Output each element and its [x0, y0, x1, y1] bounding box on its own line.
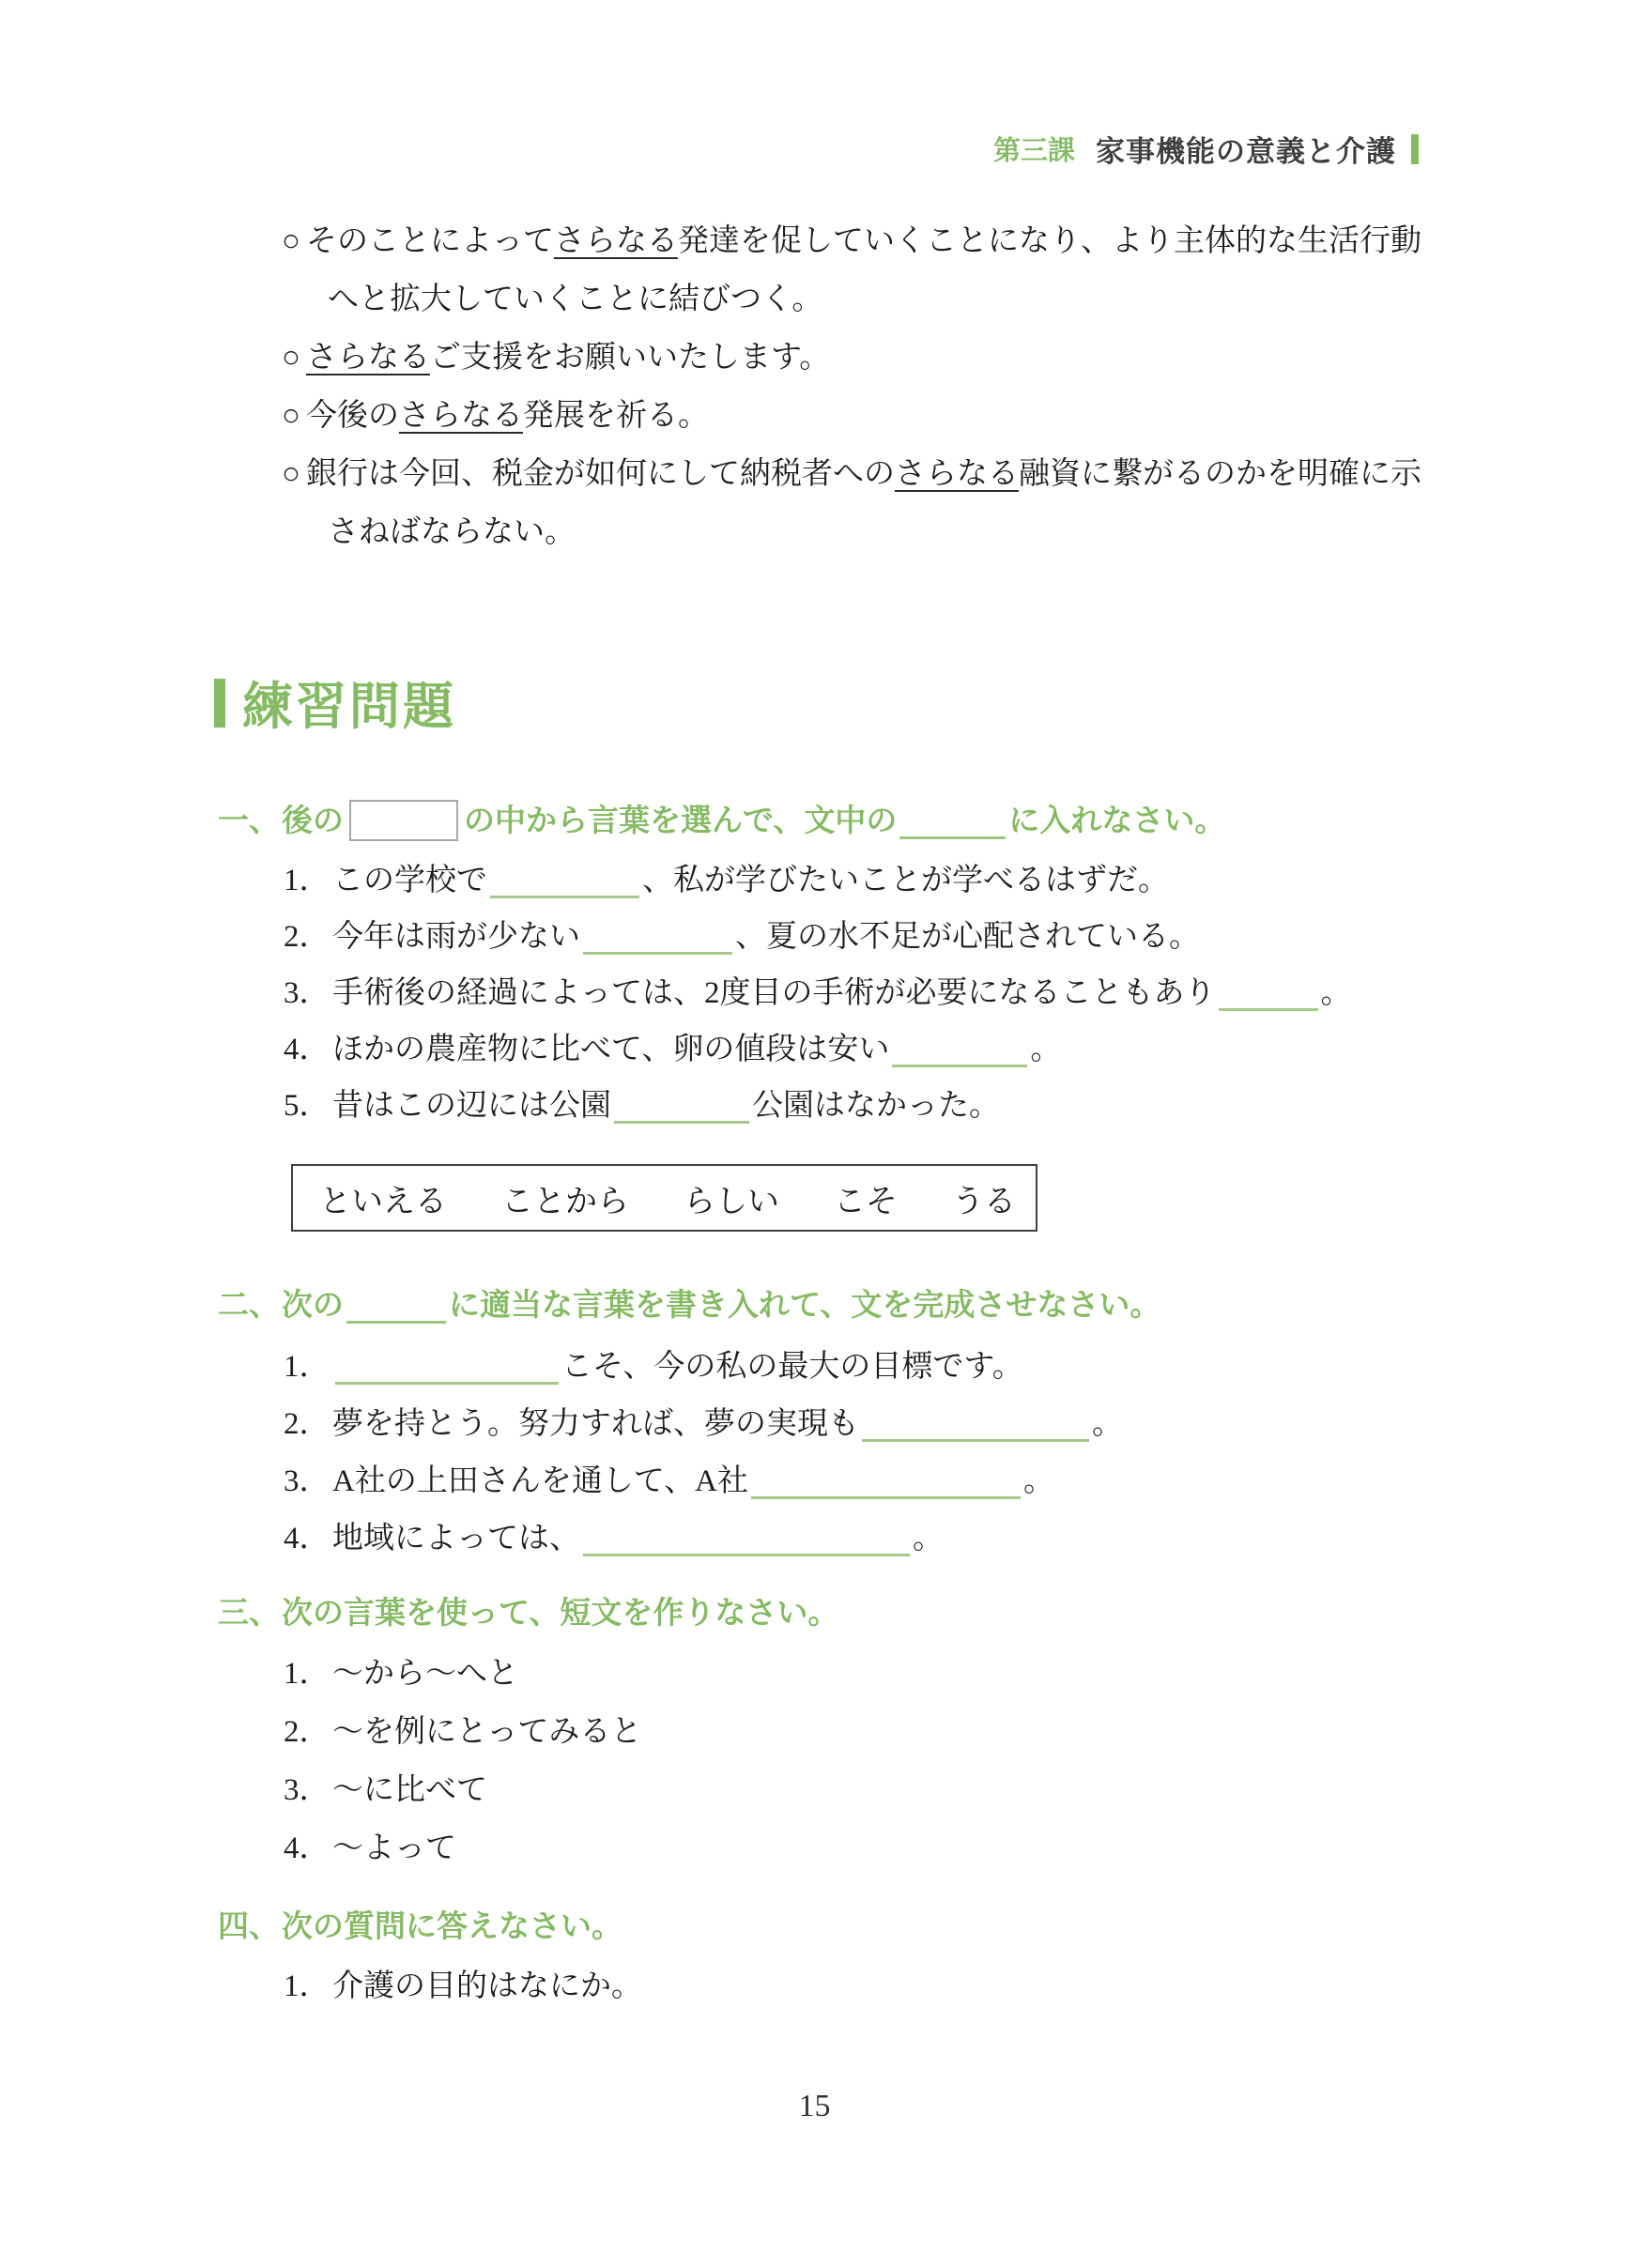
- exercise-3: [218, 1590, 1532, 1877]
- question-item: [284, 852, 1532, 909]
- question-number: 3．: [284, 1773, 330, 1807]
- circle-bullet: ○: [282, 224, 300, 258]
- question-number: 1．: [284, 864, 330, 897]
- question-text: 〜よって: [332, 1831, 456, 1865]
- exercise-number: 四、: [218, 1908, 280, 1943]
- exercise-4: [218, 1904, 1532, 2015]
- section-heading-text: 練習問題: [242, 679, 456, 735]
- question-item: [284, 1453, 1532, 1510]
- question-text: 手術後の経過によっては、2度目の手術が必要になることもあり: [332, 976, 1216, 1010]
- circle-bullet: ○: [282, 457, 300, 491]
- exercise-1: [218, 798, 1532, 1232]
- blank-line: [346, 1310, 446, 1324]
- example-sentence: [282, 445, 1422, 561]
- question-number: 2．: [284, 1407, 330, 1441]
- question-item: [284, 1339, 1532, 1396]
- exercise-3-instruction: [218, 1590, 1532, 1635]
- wordbank: [291, 1164, 1037, 1232]
- blank-line: [583, 942, 732, 955]
- underlined-term: さらなる: [398, 399, 523, 433]
- question-text: 〜を例にとってみると: [332, 1715, 642, 1749]
- question-text: 公園はなかった。: [752, 1089, 1000, 1123]
- question-item: [284, 1819, 1532, 1877]
- example-text-post: 融資に繋がるのかを明確に示さねばならない。: [328, 457, 1422, 549]
- instruction-text: 次の言葉を使って、短文を作りなさい。: [282, 1595, 839, 1630]
- underlined-term: さらなる: [305, 341, 430, 375]
- question-number: 3．: [284, 976, 330, 1010]
- question-number: 3．: [284, 1464, 330, 1498]
- question-text: 夢を持とう。努力すれば、夢の実現も: [332, 1407, 859, 1441]
- instruction-text: に入れなさい。: [1008, 803, 1226, 837]
- question-text: A社の上田さんを通して、A社: [332, 1464, 749, 1498]
- exercise-2: [218, 1282, 1532, 1568]
- question-number: 2．: [284, 1715, 330, 1749]
- question-item: [284, 1958, 1532, 2015]
- question-item: [284, 1078, 1532, 1134]
- wordbank-item: といえる: [319, 1184, 447, 1219]
- instruction-text: 後の: [282, 803, 344, 837]
- question-number: 1．: [284, 1969, 330, 2003]
- instruction-text: の中から言葉を選んで、文中の: [464, 803, 898, 837]
- example-text-pre: 銀行は今回、税金が如何にして納税者への: [305, 457, 895, 491]
- question-text: 。: [1092, 1407, 1123, 1441]
- blank-line: [892, 1054, 1027, 1067]
- wordbank-item: こそ: [834, 1184, 898, 1219]
- example-text-pre: そのことによって: [305, 224, 554, 258]
- question-text: 。: [1023, 1464, 1055, 1498]
- question-text: この学校で: [332, 864, 487, 897]
- question-number: 5．: [284, 1089, 330, 1123]
- wordbank-item: うる: [952, 1184, 1016, 1219]
- wordbank-placeholder-box: [349, 800, 458, 841]
- exercise-2-instruction: [218, 1282, 1532, 1327]
- question-text: 、私が学びたいことが学べるはずだ。: [642, 864, 1169, 897]
- exercise-4-questions: [284, 1958, 1532, 2015]
- example-sentence: [282, 387, 1422, 445]
- question-text: 今年は雨が少ない: [332, 920, 580, 954]
- blank-line: [335, 1372, 559, 1385]
- question-text: 。: [913, 1522, 944, 1555]
- question-text: 。: [1030, 1033, 1062, 1066]
- question-text: 〜に比べて: [332, 1773, 487, 1807]
- circle-bullet: ○: [282, 341, 300, 375]
- question-item: [284, 965, 1532, 1021]
- question-text: 。: [1320, 976, 1352, 1010]
- example-sentences: [282, 212, 1422, 561]
- question-text: こそ、今の私の最大の目標です。: [561, 1350, 1023, 1384]
- section-heading: [214, 667, 456, 739]
- blank-line: [862, 1429, 1089, 1442]
- underlined-term: さらなる: [894, 457, 1019, 491]
- question-item: [284, 1510, 1532, 1568]
- example-sentence: [282, 329, 1422, 387]
- exercise-number: 一、: [218, 803, 280, 837]
- blank-line: [899, 826, 1006, 839]
- question-text: 〜から〜へと: [332, 1657, 518, 1691]
- exercise-4-instruction: [218, 1904, 1532, 1949]
- question-text: 地域によっては、: [332, 1522, 580, 1555]
- blank-line: [751, 1486, 1021, 1499]
- example-sentence: [282, 212, 1422, 329]
- circle-bullet: ○: [282, 399, 300, 433]
- chapter-header: [993, 128, 1419, 170]
- lesson-label: 第三課: [992, 136, 1075, 166]
- question-number: 4．: [284, 1522, 330, 1555]
- question-text: ほかの農産物に比べて、卵の値段は安い: [332, 1033, 890, 1066]
- blank-line: [583, 1543, 910, 1556]
- question-item: [284, 1703, 1532, 1761]
- blank-line: [1219, 998, 1318, 1011]
- exercise-number: 二、: [218, 1287, 280, 1322]
- question-item: [284, 1761, 1532, 1819]
- exercise-1-instruction: [218, 798, 1532, 843]
- example-text-post: ご支援をお願いいたします。: [429, 341, 831, 375]
- page-footer: [0, 2089, 1629, 2124]
- exercise-number: 三、: [218, 1595, 280, 1630]
- question-number: 4．: [284, 1831, 330, 1865]
- example-text-pre: 今後の: [305, 399, 399, 433]
- question-text: 、夏の水不足が心配されている。: [735, 920, 1200, 954]
- heading-accent-bar: [214, 679, 225, 728]
- blank-line: [614, 1111, 749, 1124]
- underlined-term: さらなる: [553, 224, 678, 258]
- question-number: 1．: [284, 1657, 330, 1691]
- question-number: 4．: [284, 1033, 330, 1066]
- blank-line: [490, 885, 639, 898]
- chapter-title: 家事機能の意義と介護: [1096, 135, 1396, 168]
- exercise-3-questions: [284, 1645, 1532, 1877]
- wordbank-item: らしい: [684, 1184, 779, 1219]
- page-number: 15: [798, 2089, 831, 2123]
- wordbank-item: ことから: [501, 1184, 629, 1219]
- question-item: [284, 1645, 1532, 1703]
- instruction-text: 次の質問に答えなさい。: [282, 1908, 622, 1943]
- header-accent-bar: [1411, 134, 1419, 164]
- instruction-text: 次の: [282, 1287, 344, 1322]
- question-item: [284, 909, 1532, 965]
- exercise-2-questions: [284, 1339, 1532, 1568]
- question-text: 昔はこの辺には公園: [332, 1089, 611, 1123]
- question-item: [284, 1396, 1532, 1453]
- question-text: 介護の目的はなにか。: [332, 1969, 642, 2003]
- question-item: [284, 1021, 1532, 1078]
- instruction-text: に適当な言葉を書き入れて、文を完成させなさい。: [449, 1287, 1161, 1322]
- question-number: 1．: [284, 1350, 330, 1384]
- example-text-post: 発達を促していくことになり、より主体的な生活行動へと拡大していくことに結びつく。: [328, 224, 1422, 316]
- exercise-1-questions: [284, 852, 1532, 1134]
- example-text-post: 発展を祈る。: [522, 399, 709, 433]
- question-number: 2．: [284, 920, 330, 954]
